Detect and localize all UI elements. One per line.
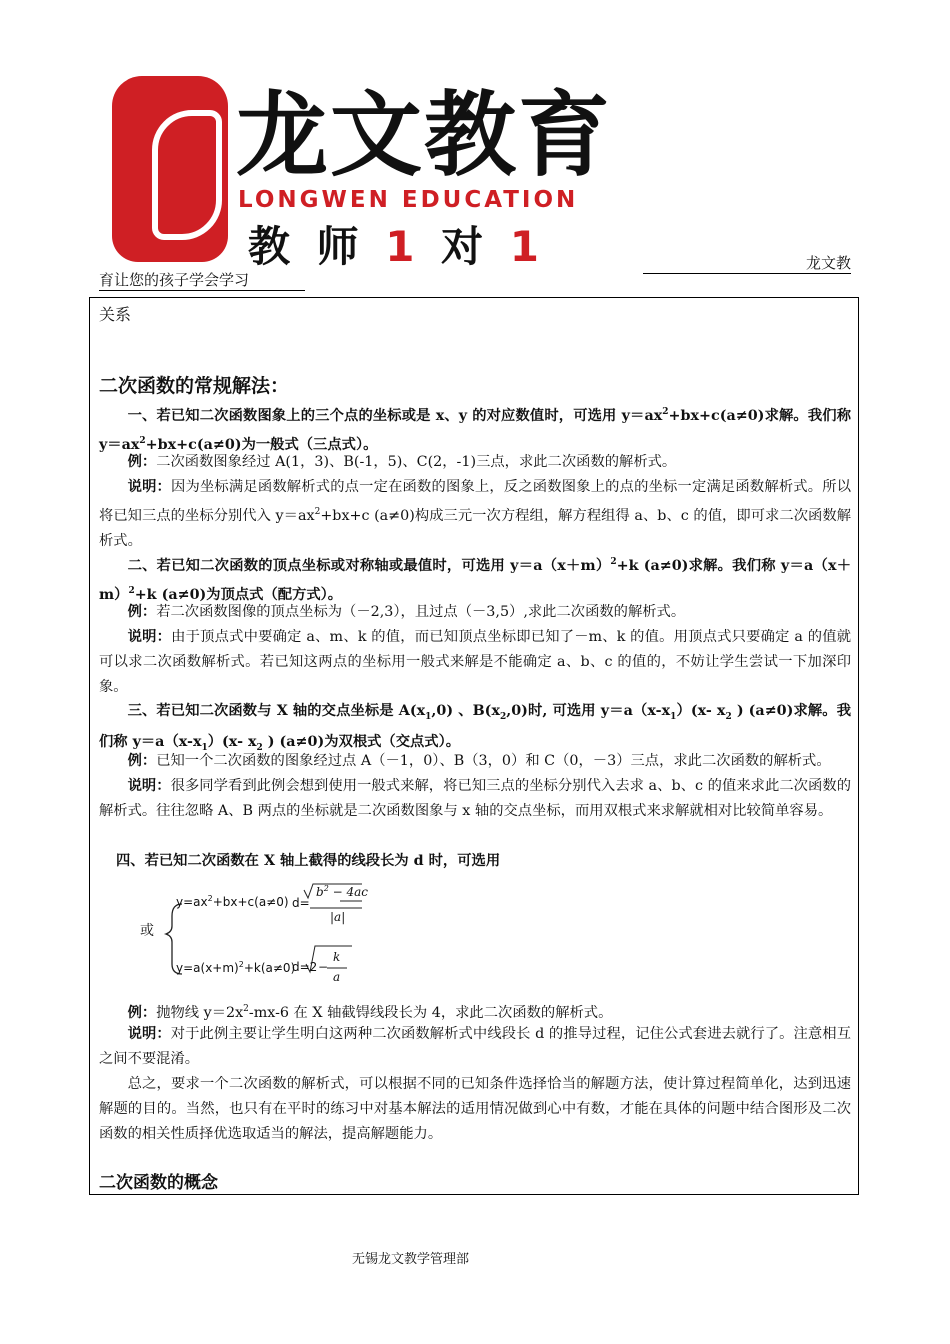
section2-title: 二、若已知二次函数的顶点坐标或对称轴或最值时，可选用 $y=a(x+m)^2+k$ (a≠0)求解。我们称 $y=a(x+m)^2+k$ (a≠0)为顶点式（配方式）。 (99, 557, 851, 603)
formula1-d: d= (292, 896, 310, 910)
header-slogan-left: 育让您的孩子学会学习 (99, 271, 305, 291)
section4-note: 说明：对于此例主要让学生明白这两种二次函数解析式中线段长 d 的推导过程，记住公式套进去就行了。注意相互之间不要混淆。 (99, 1026, 851, 1067)
logo-subtitle: 教 师 1 对 1 (248, 222, 545, 271)
section3-note: 说明：很多同学看到此例会想到使用一般式来解，将已知三点的坐标分别代入去求 a、b、c 的值来求此二次函数的解析式。往往忽略 A、B 两点的坐标就是二次函数图象与 x 轴的交点坐标，而用双根式来求解就相对比较简单容易。 (99, 778, 851, 819)
formula1-lhs: $y=ax^2+bx+c(a\ne 0)$ (176, 894, 289, 909)
section1-note: 说明：因为坐标满足函数解析式的点一定在函数的图象上，反之函数图象上的点的坐标一定满足函数解析式。所以将已知三点的坐标分别代入 $y=ax^2+bx+c$ (a≠0)构成三元一次方程组，解方程组得 a、b、c 的值，即可求二次函数解析式。 (99, 479, 852, 549)
formula2-minus: − (318, 960, 329, 974)
heading-methods: 二次函数的常规解法： (99, 375, 290, 397)
distance-formulas (140, 876, 440, 996)
formula1-numerator: $b^2 - 4ac$ (316, 884, 368, 899)
heading-concept: 二次函数的概念 (99, 1173, 218, 1193)
formula2-d: d=2 (292, 960, 318, 974)
formula2-numerator: k (333, 950, 341, 964)
section2-example: 例：若二次函数图像的顶点坐标为（－2,3），且过点（－3,5）,求此二次函数的解析式。 (127, 604, 686, 620)
header-slogan-right: 龙文教 (643, 254, 851, 274)
or-label: 或 (140, 923, 154, 939)
section2-note: 说明：由于顶点式中要确定 a、m、k 的值，而已知顶点坐标即已知了－m、k 的值。用顶点式只要确定 a 的值就可以求二次函数解析式。若已知这两点的坐标用一般式来解是不能确定 a、b、c 的值的，不妨让学生尝试一下加深印象。 (99, 629, 851, 695)
text-guanxi: 关系 (99, 305, 132, 324)
footer-text: 无锡龙文教学管理部 (352, 1252, 470, 1267)
logo-title-cn: 龙文教育 (236, 82, 613, 189)
section4-title: 四、若已知二次函数在 X 轴上截得的线段长为 d 时，可选用 (116, 853, 501, 869)
section1-example: 例：二次函数图象经过 A(1，3)、B(-1，5)、C(2，-1)三点，求此二次函数的解析式。 (127, 454, 677, 470)
formula2-denominator: a (333, 970, 341, 984)
longwen-logo (98, 68, 643, 270)
section3-example: 例：已知一个二次函数的图象经过点 A（－1，0）、B（3，0）和 C（0，－3）三点，求此二次函数的解析式。 (127, 753, 831, 769)
seal-icon (112, 76, 228, 262)
formula2-lhs: $y=a(x+m)^2+k(a\ne 0)$ (176, 960, 296, 975)
logo-title-en: LONGWEN EDUCATION (238, 187, 579, 213)
section3-title: 三、若已知二次函数与 X 轴的交点坐标是 $A(x_1,0)$ 、$B(x_2,0)$时, 可选用 $y=a(x-x_1)(x-$ $x_2$ ) (a≠0)求解。我们称 $y=a(x-x_1)(x-$ $x_2$ ) (a≠0)为双根式（交点式）。 (99, 703, 851, 753)
formula1-denominator: |a| (330, 910, 346, 924)
section1-title: 一、若已知二次函数图象上的三个点的坐标或是 x、y 的对应数值时，可选用 $y=ax^2+bx+c(a\ne 0)$求解。我们称 $y=ax^2+bx+c(a\ne 0)$为一般式（三点式）。 (99, 407, 852, 453)
section4-example: 例：抛物线 $y=2x^2-mx-6$ 在 X 轴截锝线段长为 4，求此二次函数的解析式。 (127, 1004, 613, 1021)
summary-paragraph: 总之，要求一个二次函数的解析式，可以根据不同的已知条件选择恰当的解题方法，使计算过程简单化，达到迅速解题的目的。当然，也只有在平时的练习中对基本解法的适用情况做到心中有数，才能在具体的问题中结合图形及二次函数的相关性质择优选取适当的解法，提高解题能力。 (99, 1076, 851, 1142)
